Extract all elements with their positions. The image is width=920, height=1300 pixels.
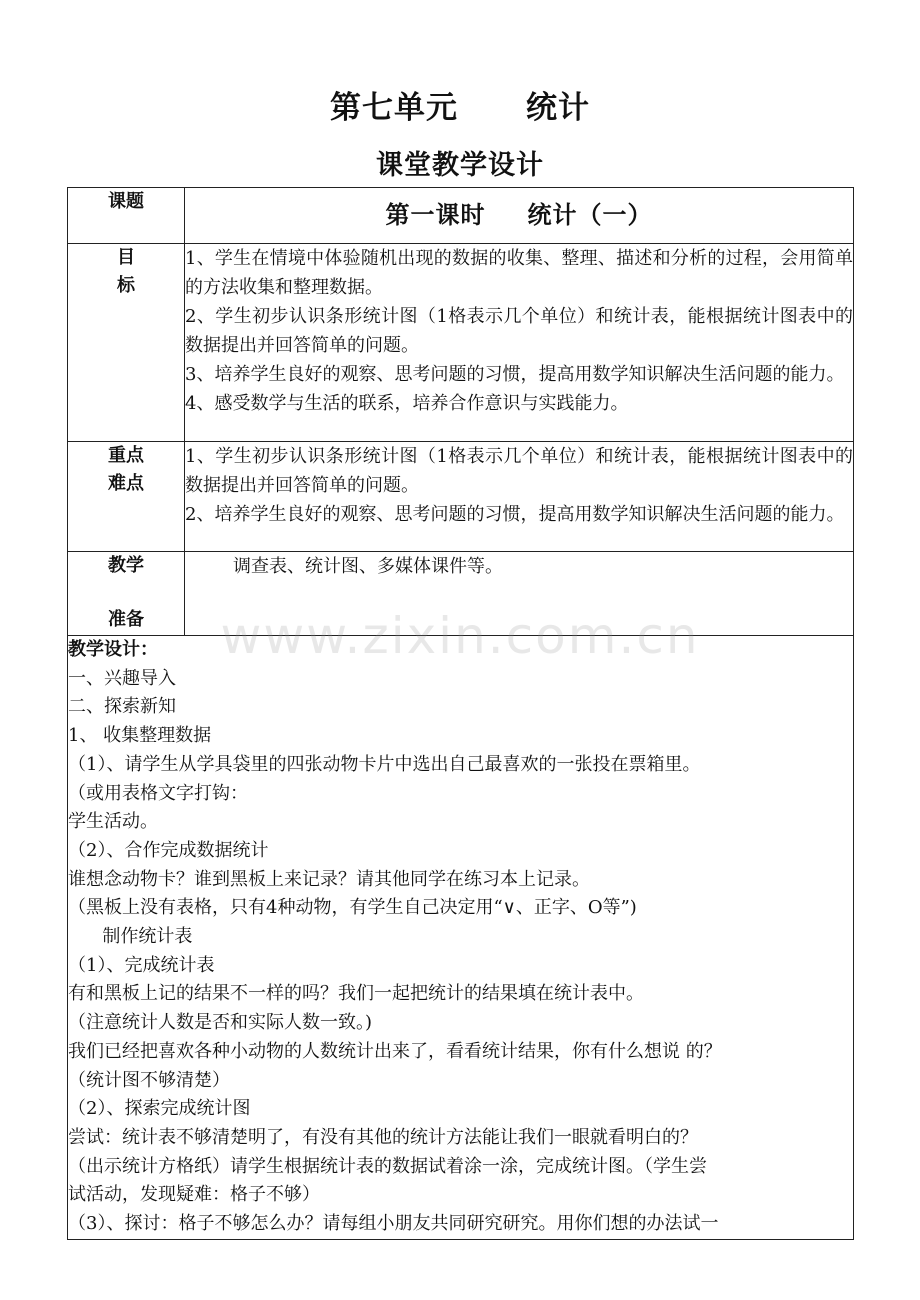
design-line: （黑板上没有表格，只有4种动物，有学生自己决定用“∨、正字、O等”)	[68, 897, 637, 919]
unit-title	[0, 82, 920, 127]
topic-row	[68, 188, 854, 244]
key-label-line2: 难点	[108, 473, 144, 494]
key-label-line1: 重点	[108, 445, 144, 466]
unit-subject: 统计	[526, 90, 590, 126]
unit-number: 第七单元	[330, 90, 458, 126]
goal-item: 1、学生在情境中体验随机出现的数据的收集、整理、描述和分析的过程，会用简单的方法收集和整理数据。	[185, 248, 853, 298]
key-points-content	[185, 442, 854, 552]
goals-content	[185, 244, 854, 442]
design-line: （统计图不够清楚）	[68, 1069, 230, 1091]
design-line: 有和黑板上记的结果不一样的吗？我们一起把统计的结果填在统计表中。	[68, 983, 644, 1005]
design-line: （注意统计人数是否和实际人数一致。)	[68, 1012, 373, 1034]
design-line: 尝试：统计表不够清楚明了，有没有其他的统计方法能让我们一眼就看明白的？	[68, 1126, 698, 1148]
prep-label-line1: 教学	[108, 555, 144, 576]
design-line: 二、探索新知	[68, 696, 176, 718]
topic-cell	[185, 188, 854, 244]
design-line: （1）、完成统计表	[68, 954, 215, 976]
goal-item: 3、培养学生良好的观察、思考问题的习惯，提高用数学知识解决生活问题的能力。	[185, 364, 845, 385]
design-line: （2）、探索完成统计图	[68, 1098, 251, 1120]
design-line: 一、兴趣导入	[68, 667, 176, 689]
design-content	[68, 636, 854, 1240]
prep-label-line2: 准备	[108, 609, 144, 630]
design-line: 制作统计表	[68, 926, 193, 948]
design-row	[68, 636, 854, 1240]
lesson-plan-table	[67, 187, 854, 1240]
goals-label-line2: 标	[117, 275, 135, 296]
design-line: 学生活动。	[68, 811, 158, 833]
goals-label-line1: 目	[117, 247, 135, 268]
design-line: （出示统计方格纸）请学生根据统计表的数据试着涂一涂，完成统计图。（学生尝	[68, 1155, 707, 1177]
design-line: 1、 收集整理数据	[68, 725, 212, 747]
goal-item: 2、学生初步认识条形统计图（1格表示几个单位）和统计表，能根据统计图表中的数据提出并回答简单的问题。	[185, 306, 853, 356]
key-point-item: 1、学生初步认识条形统计图（1格表示几个单位）和统计表，能根据统计图表中的数据提出并回答简单的问题。	[185, 446, 853, 496]
design-line: （2）、合作完成数据统计	[68, 839, 269, 861]
goal-item: 4、感受数学与生活的联系，培养合作意识与实践能力。	[185, 393, 629, 414]
design-line: （3）、探讨：格子不够怎么办？请每组小朋友共同研究研究。用你们想的办法试一	[68, 1213, 719, 1235]
goals-row	[68, 244, 854, 442]
watermark: www.zixin.com.cn	[220, 607, 700, 665]
document-title: 课堂教学设计	[376, 150, 544, 181]
prep-content	[185, 552, 854, 636]
design-line: 我们已经把喜欢各种小动物的人数统计出来了，看看统计结果，你有什么想说 的？	[68, 1040, 722, 1062]
key-points-label	[68, 442, 185, 552]
topic-label: 课题	[68, 188, 185, 244]
design-line: 试活动，发现疑难：格子不够）	[68, 1184, 320, 1206]
lesson-number: 第一课时	[385, 201, 486, 229]
lesson-name: 统计（一）	[527, 201, 653, 229]
design-line: 谁想念动物卡？谁到黑板上来记录？请其他同学在练习本上记录。	[68, 868, 590, 890]
design-line: （或用表格文字打钩：	[68, 782, 248, 804]
prep-row	[68, 552, 854, 636]
design-line: （1）、请学生从学具袋里的四张动物卡片中选出自己最喜欢的一张投在票箱里。	[68, 753, 701, 775]
prep-text: 调查表、统计图、多媒体课件等。	[233, 556, 503, 577]
lesson-title	[185, 188, 853, 242]
key-points-row	[68, 442, 854, 552]
design-heading: 教学设计：	[68, 639, 158, 660]
prep-label	[68, 552, 185, 636]
key-point-item: 2、培养学生良好的观察、思考问题的习惯，提高用数学知识解决生活问题的能力。	[185, 504, 845, 525]
goals-label	[68, 244, 185, 442]
